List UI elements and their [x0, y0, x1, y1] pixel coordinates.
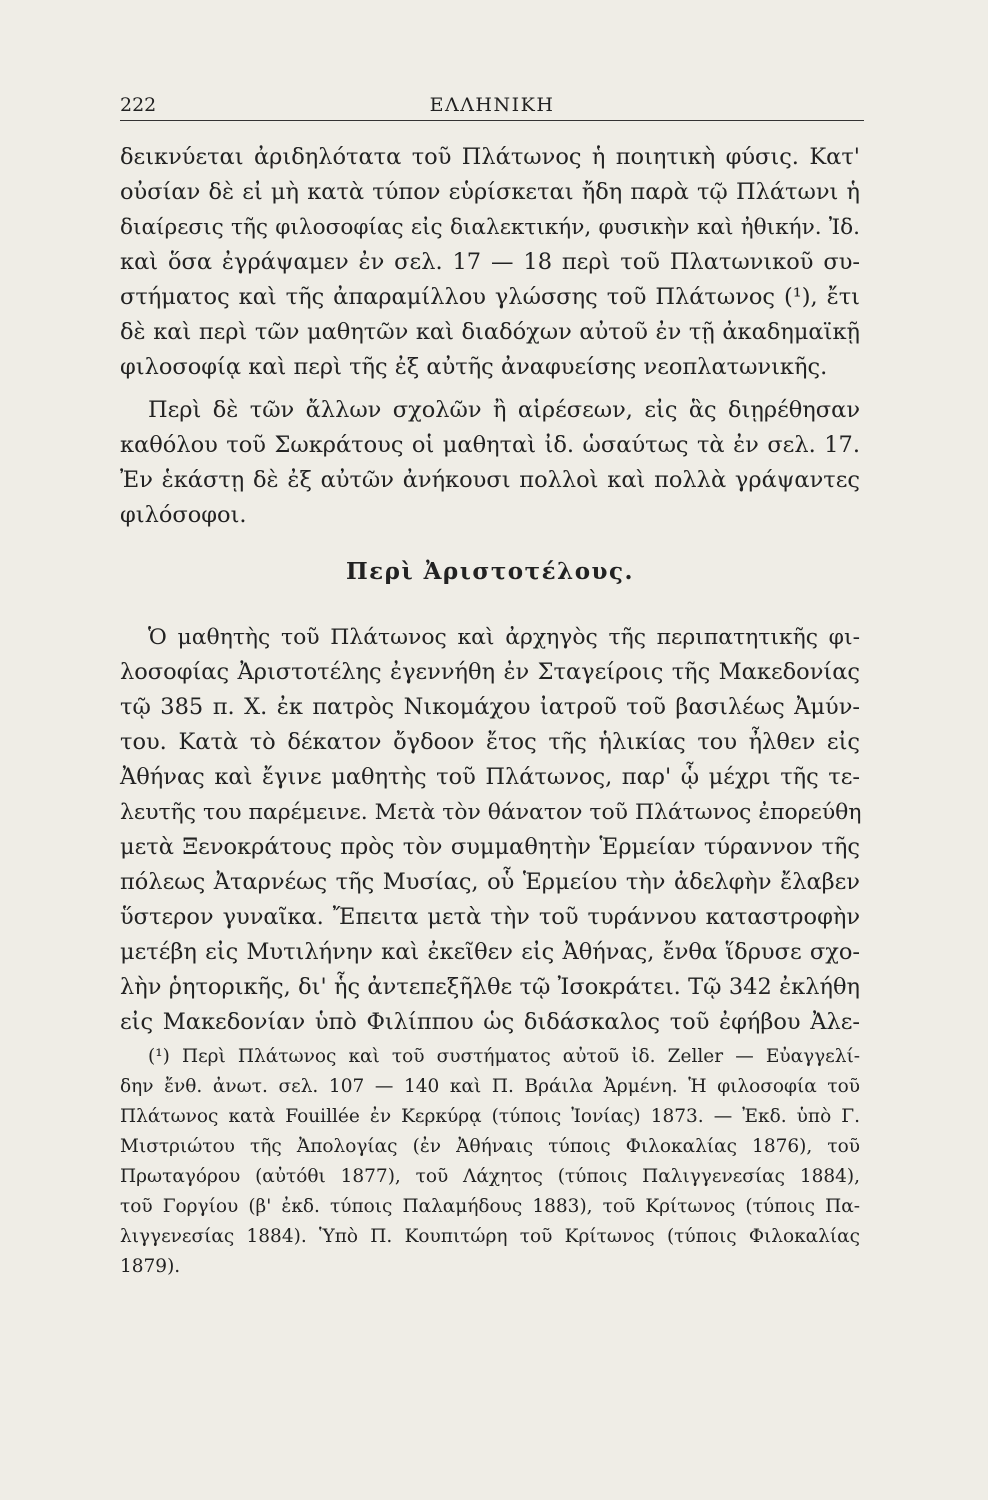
- text-line: τῷ 385 π. Χ. ἐκ πατρὸς Νικομάχου ἰατροῦ τοῦ βασιλέως Ἀμύν-: [120, 694, 860, 720]
- text-line: του. Κατὰ τὸ δέκατον ὄγδοον ἔτος τῆς ἡλικίας του ἦλθεν εἰς: [120, 729, 860, 755]
- page-header: [120, 94, 864, 121]
- paragraph-3: [120, 620, 860, 1040]
- footnote-line: τοῦ Γοργίου (β' ἐκδ. τύποις Παλαμήδους 1883), τοῦ Κρίτωνος (τύποις Πα-: [120, 1196, 860, 1217]
- running-title: ΕΛΛΗΝΙΚΗ: [429, 94, 555, 116]
- footnote: [120, 1042, 860, 1282]
- footnote-line: Πρωταγόρου (αὐτόθι 1877), τοῦ Λάχητος (τύποις Παλιγγενεσίας 1884),: [120, 1166, 860, 1187]
- text-line: οὐσίαν δὲ εἰ μὴ κατὰ τύπον εὑρίσκεται ἤδη παρὰ τῷ Πλάτωνι ἡ: [120, 179, 860, 205]
- text-line: ὕστερον γυναῖκα. Ἔπειτα μετὰ τὴν τοῦ τυράννου καταστροφὴν: [120, 904, 860, 930]
- text-line: μετὰ Ξενοκράτους πρὸς τὸν συμμαθητὴν Ἑρμείαν τύραννον τῆς: [120, 834, 860, 860]
- footnote-line: λιγγενεσίας 1884). Ὑπὸ Π. Κουπιτώρη τοῦ Κρίτωνος (τύποις Φιλοκαλίας: [120, 1226, 860, 1247]
- text-line: μετέβη εἰς Μυτιλήνην καὶ ἐκεῖθεν εἰς Ἀθήνας, ἔνθα ἵδρυσε σχο-: [120, 939, 860, 965]
- text-line: δὲ καὶ περὶ τῶν μαθητῶν καὶ διαδόχων αὐτοῦ ἐν τῇ ἀκαδημαϊκῇ: [120, 319, 860, 345]
- text-line: στήματος καὶ τῆς ἀπαραμίλλου γλώσσης τοῦ Πλάτωνος (¹), ἔτι: [120, 284, 860, 310]
- text-line: Περὶ δὲ τῶν ἄλλων σχολῶν ἢ αἱρέσεων, εἰς ἃς διῃρέθησαν: [148, 397, 860, 423]
- footnote-line: 1879).: [120, 1256, 181, 1277]
- paragraph-1: [120, 140, 860, 385]
- text-line: λὴν ῥητορικῆς, δι' ἧς ἀντεπεξῆλθε τῷ Ἰσοκράτει. Τῷ 342 ἐκλήθη: [120, 974, 860, 1000]
- text-line: φιλοσοφίᾳ καὶ περὶ τῆς ἐξ αὐτῆς ἀναφυείσης νεοπλατωνικῆς.: [120, 354, 828, 380]
- footnote-line: δην ἔνθ. ἀνωτ. σελ. 107 — 140 καὶ Π. Βράιλα Ἀρμένη. Ἡ φιλοσοφία τοῦ: [120, 1076, 860, 1097]
- text-line: Ὁ μαθητὴς τοῦ Πλάτωνος καὶ ἀρχηγὸς τῆς περιπατητικῆς φι-: [148, 625, 860, 650]
- section-heading: Περὶ Ἀριστοτέλους.: [345, 558, 635, 585]
- footnote-line: Πλάτωνος κατὰ Fouillée ἐν Κερκύρᾳ (τύποις Ἰονίας) 1873. — Ἐκδ. ὑπὸ Γ.: [120, 1106, 860, 1127]
- footnote-line: Μιστριώτου τῆς Ἀπολογίας (ἐν Ἀθήναις τύποις Φιλοκαλίας 1876), τοῦ: [120, 1136, 860, 1157]
- page-number: 222: [120, 94, 157, 116]
- text-line: λοσοφίας Ἀριστοτέλης ἐγεννήθη ἐν Σταγείροις τῆς Μακεδονίας: [120, 659, 860, 685]
- paragraph-2: [120, 393, 860, 533]
- text-line: φιλόσοφοι.: [120, 502, 247, 528]
- text-line: εἰς Μακεδονίαν ὑπὸ Φιλίππου ὡς διδάσκαλος τοῦ ἐφήβου Ἀλε-: [120, 1009, 860, 1035]
- text-line: πόλεως Ἀταρνέως τῆς Μυσίας, οὗ Ἑρμείου τὴν ἀδελφὴν ἔλαβεν: [120, 869, 860, 895]
- text-line: διαίρεσις τῆς φιλοσοφίας εἰς διαλεκτικήν, φυσικὴν καὶ ἠθικήν. Ἰδ.: [120, 215, 860, 240]
- text-line: καὶ ὅσα ἐγράψαμεν ἐν σελ. 17 — 18 περὶ τοῦ Πλατωνικοῦ συ-: [120, 249, 860, 275]
- footnote-line: (¹) Περὶ Πλάτωνος καὶ τοῦ συστήματος αὐτοῦ ἰδ. Zeller — Εὐαγγελί-: [148, 1046, 860, 1067]
- text-line: Ἐν ἑκάστῃ δὲ ἐξ αὐτῶν ἀνήκουσι πολλοὶ καὶ πολλὰ γράψαντες: [120, 467, 860, 493]
- text-line: Ἀθήνας καὶ ἔγινε μαθητὴς τοῦ Πλάτωνος, παρ' ᾧ μέχρι τῆς τε-: [120, 764, 860, 790]
- text-line: λευτῆς του παρέμεινε. Μετὰ τὸν θάνατον τοῦ Πλάτωνος ἐπορεύθη: [120, 800, 862, 825]
- text-line: καθόλου τοῦ Σωκράτους οἱ μαθηταὶ ἰδ. ὡσαύτως τὰ ἐν σελ. 17.: [120, 432, 860, 458]
- text-line: δεικνύεται ἀριδηλότατα τοῦ Πλάτωνος ἡ ποιητικὴ φύσις. Κατ': [120, 144, 860, 170]
